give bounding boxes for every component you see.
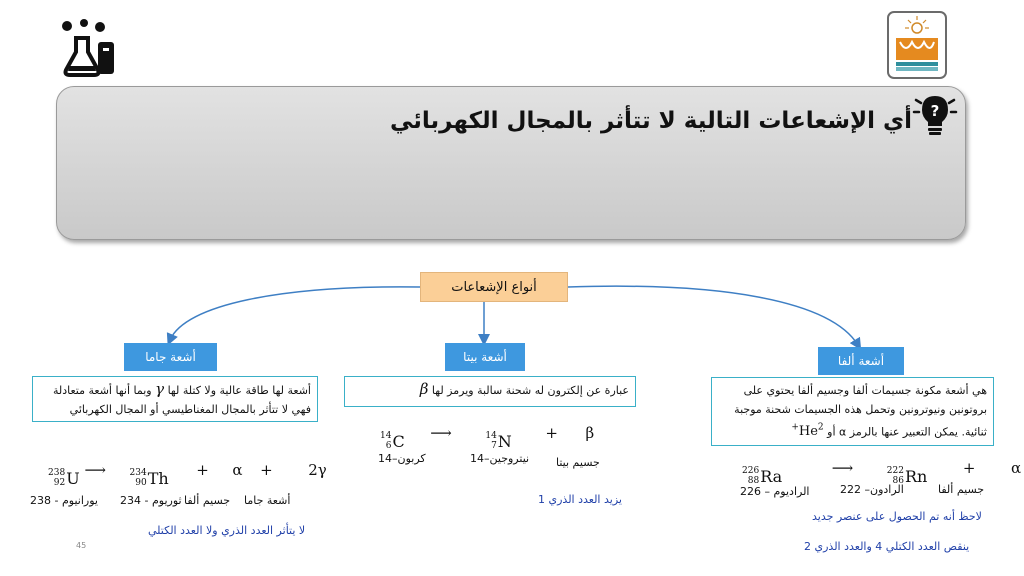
alpha-header: أشعة ألفا — [818, 347, 904, 375]
alpha-description — [711, 377, 994, 446]
question-text: أي الإشعاعات التالية لا تتأثر بالمجال الكهربائي — [389, 108, 912, 134]
gamma-eq-daughter: 234 90 Th — [129, 468, 169, 488]
alpha-desc-line1: هي أشعة مكونة جسيمات ألفا وجسيم ألفا يحتوي على — [743, 384, 987, 397]
gamma-eq-parent: 238 92 U — [48, 468, 80, 488]
gamma-description — [32, 376, 318, 422]
gamma-desc-line2: فهي لا تتأثر بالمجال المغناطيسي أو المجال الكهربائي — [69, 403, 311, 416]
beta-description — [344, 376, 636, 407]
beta-note: يزيد العدد الذري 1 — [538, 493, 622, 506]
publisher-logo — [886, 10, 948, 80]
beta-label-parent: كربون–14 — [378, 452, 426, 465]
gamma-label-daughter: ثوريوم - 234 — [120, 494, 182, 507]
alpha-desc-line3: ثنائية. يمكن التعبير عنها بالرمز α أو — [827, 425, 987, 439]
gamma-desc-line1: أشعة لها طاقة عالية ولا كتلة لها — [167, 384, 311, 397]
alpha-eq-particle: α — [1011, 459, 1022, 477]
gamma-header: أشعة جاما — [124, 343, 217, 371]
page-number: 45 — [76, 541, 87, 550]
svg-text:?: ? — [930, 102, 940, 120]
lightbulb-question-icon — [912, 92, 958, 138]
gamma-label-parent: يورانيوم - 238 — [30, 494, 98, 507]
gamma-desc-line1b: وبما أنها أشعة متعادلة — [52, 384, 152, 397]
gamma-eq-gamma: 2γ — [308, 461, 327, 479]
lab-flask-icon — [60, 18, 118, 78]
beta-eq-arrow: ⟶ — [430, 424, 452, 442]
beta-equation — [380, 424, 594, 451]
gamma-symbol: γ — [155, 380, 165, 398]
alpha-eq-parent: 226 88 Ra — [742, 466, 783, 486]
alpha-eq-daughter: 222 86 Rn — [886, 466, 928, 486]
alpha-label-daughter: الرادون– 222 — [840, 483, 904, 496]
beta-header: أشعة بيتا — [445, 343, 525, 371]
alpha-eq-arrow: ⟶ — [831, 459, 854, 477]
beta-eq-particle: β — [585, 424, 595, 442]
alpha-equation — [742, 459, 1021, 486]
alpha-eq-plus: + — [962, 459, 976, 477]
gamma-eq-plus1: + — [196, 461, 209, 479]
beta-symbol: β — [419, 380, 429, 398]
beta-eq-parent: 14 6 C — [380, 431, 405, 451]
alpha-label-parent: الراديوم – 226 — [740, 485, 810, 498]
gamma-eq-alpha: α — [232, 461, 243, 479]
alpha-note-2: ينقص العدد الكتلي 4 والعدد الذري 2 — [804, 540, 970, 553]
arrow-to-gamma — [170, 287, 420, 340]
beta-label-daughter: نيتروجين–14 — [470, 452, 530, 465]
gamma-eq-plus2: + — [260, 461, 273, 479]
gamma-label-alpha: جسيم ألفا — [184, 494, 231, 507]
gamma-note: لا يتأثر العدد الذري ولا العدد الكتلي — [148, 524, 306, 537]
gamma-equation — [48, 461, 327, 488]
gamma-label-gamma: أشعة جاما — [244, 494, 291, 507]
gamma-eq-arrow: ⟶ — [84, 461, 106, 479]
alpha-label-particle: جسيم ألفا — [938, 483, 985, 496]
radiation-types-box: أنواع الإشعاعات — [420, 272, 568, 302]
arrow-to-alpha — [568, 286, 858, 345]
beta-label-particle: جسيم بيتا — [556, 456, 600, 469]
beta-eq-plus: + — [545, 424, 558, 442]
alpha-he-symbol: $He^{2+}$ — [791, 423, 824, 440]
alpha-desc-line2: بروتونين ونيوترونين وتحمل هذه الجسيمات شحنة موجبة — [734, 403, 987, 416]
alpha-note-1: لاحظ أنه تم الحصول على عنصر جديد — [812, 510, 982, 523]
beta-eq-daughter: 14 7 N — [485, 431, 512, 451]
beta-desc-text: عبارة عن إلكترون له شحنة سالبة ويرمز لها — [431, 384, 629, 397]
